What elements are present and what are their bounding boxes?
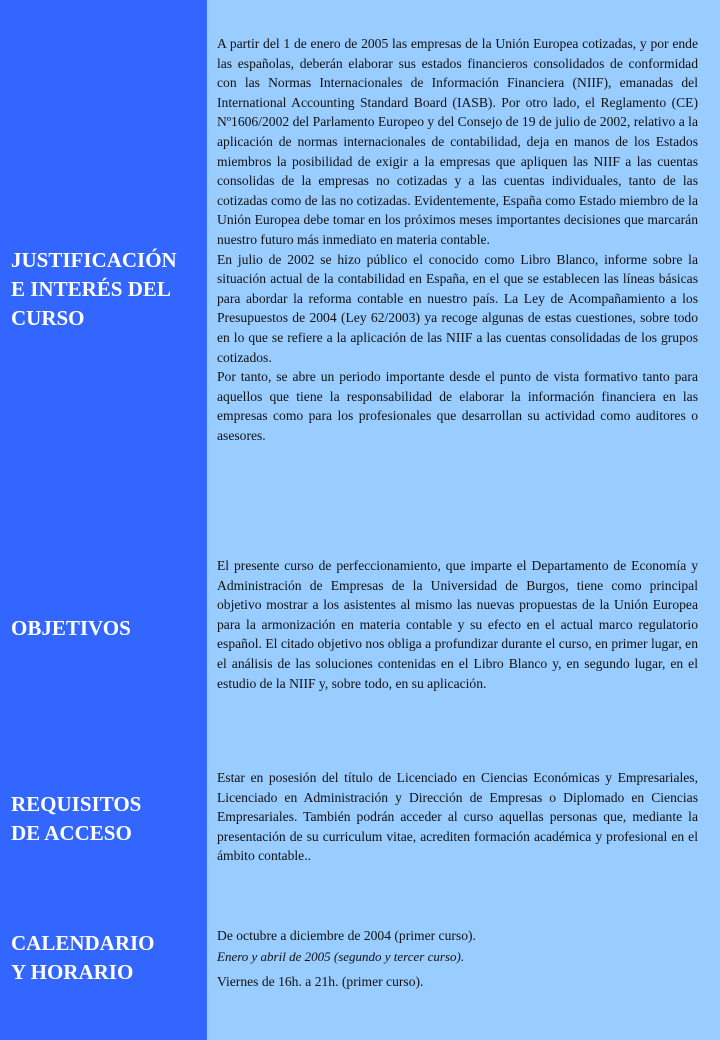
calendar-line-2: Enero y abril de 2005 (segundo y tercer curso). (217, 949, 465, 964)
paragraph: Por tanto, se abre un periodo importante desde el punto de vista formativo tanto para aquellos que tiene la responsabilidad de elaborar la información financiera en las empresas como para los profesionales que desarrollan su actividad como auditores o asesores. (217, 369, 698, 443)
paragraph: Estar en posesión del título de Licenciado en Ciencias Económicas y Empresariales, Licenciado en Administración y Dirección de Empresas o Diplomado en Ciencias Empresariales. También podrán acceder al curso aquellas personas que, mediante la presentación de su curriculum vitae, acrediten formación académica y profesional en el ámbito contable.. (217, 770, 698, 864)
heading-line: JUSTIFICACIÓN (11, 248, 177, 272)
calendar-line-3: Viernes de 16h. a 21h. (primer curso). (217, 974, 424, 989)
heading-justificacion (11, 246, 203, 333)
heading-line: REQUISITOS (11, 792, 142, 816)
heading-objetivos (11, 614, 203, 643)
objetivos-text (217, 556, 698, 693)
paragraph: A partir del 1 de enero de 2005 las empresas de la Unión Europea cotizadas, y por ende las españolas, deberán elaborar sus estados financieros consolidados de conformidad con las Normas Internacionales de Información Financiera (NIIF), emanadas del International Accounting Standard Board (IASB). Por otro lado, el Reglamento (CE) Nº1606/2002 del Parlamento Europeo y del Consejo de 19 de julio de 2002, relativo a la aplicación de normas internacionales de contabilidad, deja en manos de los Estados miembros la posibilidad de exigir a la empresas que apliquen las NIIF a las cuentas consolidas de la empresas no cotizadas y a las cuentas individuales, tanto de las cotizadas como de las no cotizadas. Evidentemente, España como Estado miembro de la Unión Europea debe tomar en los próximos meses importantes decisiones que marcarán nuestro futuro más inmediato en materia contable. (217, 36, 698, 247)
requisitos-text (217, 768, 698, 866)
paragraph: El presente curso de perfeccionamiento, que imparte el Departamento de Economía y Administración de Empresas de la Universidad de Burgos, tiene como principal objetivo mostrar a los asistentes al mismo las nuevas propuestas de la Unión Europea para la armonización en materia contable y su efecto en el actual marco regulatorio español. El citado objetivo nos obliga a profundizar durante el curso, en primer lugar, en el análisis de las soluciones contenidas en el Libro Blanco y, en segundo lugar, en el estudio de la NIIF y, sobre todo, en su aplicación. (217, 558, 698, 691)
heading-line: E INTERÉS DEL (11, 277, 171, 301)
heading-line: CALENDARIO (11, 931, 155, 955)
paragraph: En julio de 2002 se hizo público el conocido como Libro Blanco, informe sobre la situación actual de la contabilidad en España, en el que se establecen las líneas básicas para abordar la reforma contable en nuestro país. La Ley de Acompañamiento a los Presupuestos de 2004 (Ley 62/2003) ya recoge algunas de estas cuestiones, sobre todo en lo que se refiere a la aplicación de las NIIF a las cuentas consolidadas de los grupos cotizados. (217, 251, 698, 365)
heading-line: CURSO (11, 306, 85, 330)
left-column (0, 0, 207, 1040)
calendar-line-1: De octubre a diciembre de 2004 (primer curso). (217, 928, 476, 943)
heading-line: Y HORARIO (11, 960, 134, 984)
heading-line: DE ACCESO (11, 821, 132, 845)
heading-requisitos (11, 790, 203, 848)
calendario-text (217, 925, 698, 992)
justificacion-text (217, 34, 698, 445)
heading-line: OBJETIVOS (11, 616, 131, 640)
heading-calendario (11, 929, 203, 987)
